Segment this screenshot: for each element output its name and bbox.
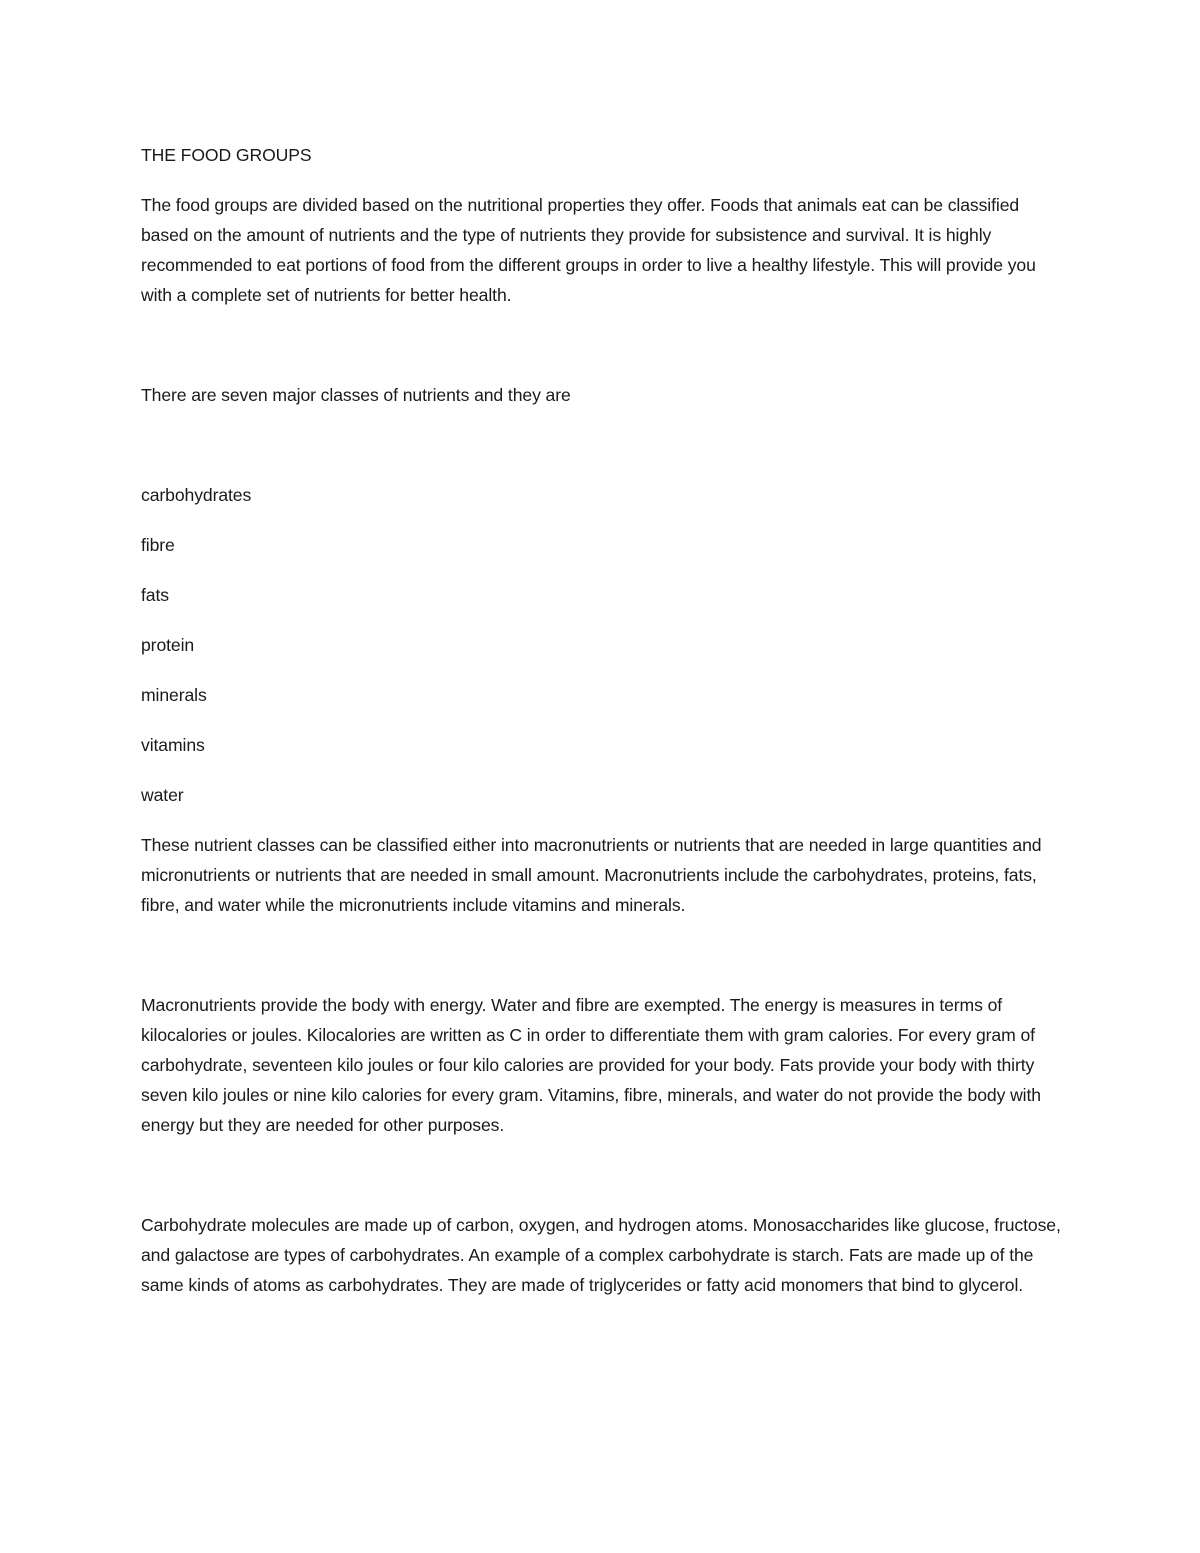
- spacer: [141, 170, 1071, 190]
- spacer: [141, 1140, 1071, 1210]
- classes-intro-paragraph: There are seven major classes of nutrients and they are: [141, 385, 571, 405]
- list-item: vitamins: [141, 735, 205, 755]
- list-item: minerals: [141, 685, 207, 705]
- document-body: [141, 140, 1071, 1300]
- classification-paragraph: These nutrient classes can be classified either into macronutrients or nutrients that are needed in large quantities and micronutrients or nutrients that are needed in small amount. Macronutrients include the carbohydrates, proteins, fats, fibre, and water while the micronutrients include vitamins and minerals.: [141, 835, 1042, 915]
- spacer: [141, 310, 1071, 380]
- list-item: water: [141, 785, 184, 805]
- spacer: [141, 410, 1071, 480]
- list-item: carbohydrates: [141, 485, 252, 505]
- document-title: THE FOOD GROUPS: [141, 145, 312, 165]
- spacer: [141, 920, 1071, 990]
- intro-paragraph: The food groups are divided based on the nutritional properties they offer. Foods that animals eat can be classified based on the amount of nutrients and the type of nutrients they provide for subsistence and survival. It is highly recommended to eat portions of food from the different groups in order to live a healthy lifestyle. This will provide you with a complete set of nutrients for better health.: [141, 195, 1036, 305]
- energy-paragraph: Macronutrients provide the body with energy. Water and fibre are exempted. The energy is measures in terms of kilocalories or joules. Kilocalories are written as C in order to differentiate them with gram calories. For every gram of carbohydrate, seventeen kilo joules or four kilo calories are provided for your body. Fats provide your body with thirty seven kilo joules or nine kilo calories for every gram. Vitamins, fibre, minerals, and water do not provide the body with energy but they are needed for other purposes.: [141, 995, 1041, 1135]
- list-item: protein: [141, 635, 195, 655]
- molecules-paragraph: Carbohydrate molecules are made up of carbon, oxygen, and hydrogen atoms. Monosaccharides like glucose, fructose, and galactose are types of carbohydrates. An example of a complex carbohydrate is starch. Fats are made up of the same kinds of atoms as carbohydrates. They are made of triglycerides or fatty acid monomers that bind to glycerol.: [141, 1215, 1061, 1295]
- list-item: fibre: [141, 535, 175, 555]
- list-item: fats: [141, 585, 169, 605]
- nutrient-list: [141, 480, 1071, 810]
